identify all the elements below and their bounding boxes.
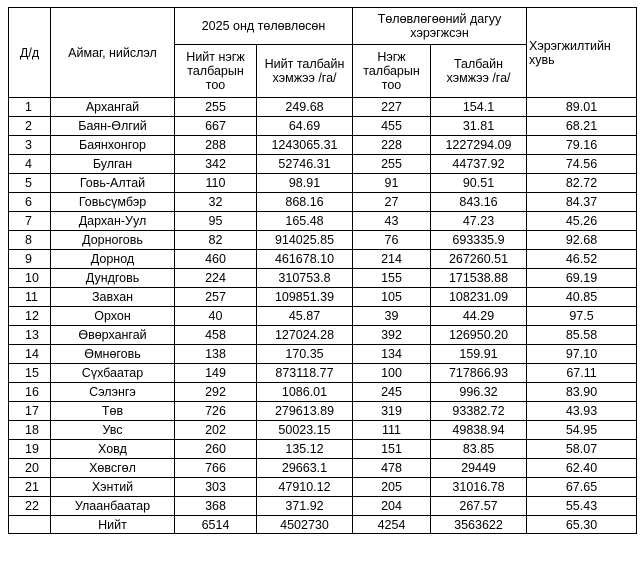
header-done-count: Нэгж талбарын тоо <box>353 45 431 98</box>
row-done-area: 47.23 <box>431 212 527 231</box>
row-done-area: 31.81 <box>431 117 527 136</box>
row-no: 3 <box>9 136 51 155</box>
row-aimag: Дундговь <box>51 269 175 288</box>
row-done-count: 76 <box>353 231 431 250</box>
row-done-count: 205 <box>353 478 431 497</box>
row-plan-count: 458 <box>175 326 257 345</box>
row-plan-count: 368 <box>175 497 257 516</box>
row-done-count: 155 <box>353 269 431 288</box>
header-plan-area: Нийт талбайн хэмжээ /га/ <box>257 45 353 98</box>
row-aimag: Булган <box>51 155 175 174</box>
row-done-count: 43 <box>353 212 431 231</box>
row-done-area: 843.16 <box>431 193 527 212</box>
row-percent: 62.40 <box>527 459 637 478</box>
total-done-count: 4254 <box>353 516 431 534</box>
row-done-count: 100 <box>353 364 431 383</box>
row-plan-area: 873118.77 <box>257 364 353 383</box>
row-done-area: 159.91 <box>431 345 527 364</box>
row-percent: 79.16 <box>527 136 637 155</box>
row-percent: 58.07 <box>527 440 637 459</box>
table-row <box>9 307 637 326</box>
row-aimag: Дорнод <box>51 250 175 269</box>
row-plan-count: 667 <box>175 117 257 136</box>
row-done-area: 996.32 <box>431 383 527 402</box>
row-aimag: Орхон <box>51 307 175 326</box>
row-plan-count: 32 <box>175 193 257 212</box>
data-table <box>8 7 637 534</box>
row-done-area: 44.29 <box>431 307 527 326</box>
row-done-count: 245 <box>353 383 431 402</box>
row-done-count: 455 <box>353 117 431 136</box>
row-percent: 45.26 <box>527 212 637 231</box>
table-row <box>9 174 637 193</box>
table-row <box>9 459 637 478</box>
row-percent: 83.90 <box>527 383 637 402</box>
total-row <box>9 516 637 534</box>
row-plan-area: 98.91 <box>257 174 353 193</box>
table-row <box>9 478 637 497</box>
row-percent: 97.5 <box>527 307 637 326</box>
table-row <box>9 402 637 421</box>
row-percent: 68.21 <box>527 117 637 136</box>
row-plan-area: 165.48 <box>257 212 353 231</box>
row-plan-area: 170.35 <box>257 345 353 364</box>
row-done-area: 126950.20 <box>431 326 527 345</box>
table-row <box>9 326 637 345</box>
row-percent: 85.58 <box>527 326 637 345</box>
row-percent: 74.56 <box>527 155 637 174</box>
row-plan-count: 726 <box>175 402 257 421</box>
row-no: 8 <box>9 231 51 250</box>
row-no: 7 <box>9 212 51 231</box>
table-row <box>9 193 637 212</box>
row-percent: 40.85 <box>527 288 637 307</box>
row-aimag: Дархан-Уул <box>51 212 175 231</box>
row-plan-count: 288 <box>175 136 257 155</box>
row-percent: 55.43 <box>527 497 637 516</box>
row-no: 16 <box>9 383 51 402</box>
table-row <box>9 250 637 269</box>
row-percent: 67.11 <box>527 364 637 383</box>
header-percent: Хэрэгжилтийн хувь <box>527 8 637 98</box>
table-row <box>9 497 637 516</box>
row-aimag: Архангай <box>51 98 175 117</box>
table-body <box>9 98 637 516</box>
row-done-count: 39 <box>353 307 431 326</box>
row-no: 5 <box>9 174 51 193</box>
row-no: 6 <box>9 193 51 212</box>
header-done-area: Талбайн хэмжээ /га/ <box>431 45 527 98</box>
row-plan-count: 303 <box>175 478 257 497</box>
row-aimag: Ховд <box>51 440 175 459</box>
row-aimag: Говь-Алтай <box>51 174 175 193</box>
row-aimag: Хэнтий <box>51 478 175 497</box>
row-aimag: Улаанбаатар <box>51 497 175 516</box>
row-percent: 97.10 <box>527 345 637 364</box>
row-plan-count: 110 <box>175 174 257 193</box>
row-aimag: Увс <box>51 421 175 440</box>
row-no: 18 <box>9 421 51 440</box>
row-no: 22 <box>9 497 51 516</box>
table-row <box>9 98 637 117</box>
row-done-count: 91 <box>353 174 431 193</box>
header-done-group: Төлөвлөгөөний дагуу хэрэгжсэн <box>353 8 527 45</box>
table-row <box>9 440 637 459</box>
row-plan-count: 149 <box>175 364 257 383</box>
row-plan-area: 127024.28 <box>257 326 353 345</box>
total-percent: 65.30 <box>527 516 637 534</box>
row-plan-area: 1086.01 <box>257 383 353 402</box>
row-aimag: Дорноговь <box>51 231 175 250</box>
row-done-count: 214 <box>353 250 431 269</box>
row-no: 14 <box>9 345 51 364</box>
row-done-count: 105 <box>353 288 431 307</box>
row-plan-area: 64.69 <box>257 117 353 136</box>
row-aimag: Баянхонгор <box>51 136 175 155</box>
row-aimag: Баян-Өлгий <box>51 117 175 136</box>
row-plan-area: 868.16 <box>257 193 353 212</box>
row-plan-count: 292 <box>175 383 257 402</box>
table-row <box>9 421 637 440</box>
row-done-area: 44737.92 <box>431 155 527 174</box>
row-plan-area: 1243065.31 <box>257 136 353 155</box>
row-no: 9 <box>9 250 51 269</box>
row-plan-count: 255 <box>175 98 257 117</box>
row-plan-area: 310753.8 <box>257 269 353 288</box>
row-percent: 67.65 <box>527 478 637 497</box>
row-aimag: Говьсүмбэр <box>51 193 175 212</box>
row-aimag: Хөвсгөл <box>51 459 175 478</box>
row-no: 13 <box>9 326 51 345</box>
row-done-count: 392 <box>353 326 431 345</box>
row-done-area: 90.51 <box>431 174 527 193</box>
row-percent: 84.37 <box>527 193 637 212</box>
row-done-area: 693335.9 <box>431 231 527 250</box>
row-done-area: 267.57 <box>431 497 527 516</box>
row-percent: 89.01 <box>527 98 637 117</box>
row-plan-count: 460 <box>175 250 257 269</box>
row-done-area: 1227294.09 <box>431 136 527 155</box>
row-aimag: Өвөрхангай <box>51 326 175 345</box>
header-planned-group: 2025 онд төлөвлөсөн <box>175 8 353 45</box>
row-plan-count: 40 <box>175 307 257 326</box>
total-label: Нийт <box>51 516 175 534</box>
row-done-area: 171538.88 <box>431 269 527 288</box>
row-no: 12 <box>9 307 51 326</box>
table-row <box>9 364 637 383</box>
row-plan-area: 109851.39 <box>257 288 353 307</box>
row-done-count: 255 <box>353 155 431 174</box>
row-done-area: 154.1 <box>431 98 527 117</box>
table-row <box>9 155 637 174</box>
row-no: 20 <box>9 459 51 478</box>
table-row <box>9 383 637 402</box>
row-plan-area: 914025.85 <box>257 231 353 250</box>
row-done-count: 111 <box>353 421 431 440</box>
row-no: 1 <box>9 98 51 117</box>
row-no: 10 <box>9 269 51 288</box>
row-plan-area: 461678.10 <box>257 250 353 269</box>
row-done-count: 227 <box>353 98 431 117</box>
row-plan-count: 766 <box>175 459 257 478</box>
row-plan-count: 82 <box>175 231 257 250</box>
table-row <box>9 136 637 155</box>
row-plan-area: 52746.31 <box>257 155 353 174</box>
row-done-count: 319 <box>353 402 431 421</box>
row-aimag: Төв <box>51 402 175 421</box>
row-no: 21 <box>9 478 51 497</box>
row-percent: 92.68 <box>527 231 637 250</box>
row-no: 4 <box>9 155 51 174</box>
table-row <box>9 212 637 231</box>
row-done-area: 108231.09 <box>431 288 527 307</box>
row-plan-count: 260 <box>175 440 257 459</box>
header-aimag: Аймаг, нийслэл <box>51 8 175 98</box>
row-done-area: 267260.51 <box>431 250 527 269</box>
header-plan-count: Нийт нэгж талбарын тоо <box>175 45 257 98</box>
row-done-area: 83.85 <box>431 440 527 459</box>
row-plan-count: 257 <box>175 288 257 307</box>
table-row <box>9 231 637 250</box>
total-done-area: 3563622 <box>431 516 527 534</box>
row-aimag: Сүхбаатар <box>51 364 175 383</box>
row-no: 11 <box>9 288 51 307</box>
total-no-cell <box>9 516 51 534</box>
row-done-count: 27 <box>353 193 431 212</box>
row-done-count: 151 <box>353 440 431 459</box>
row-percent: 46.52 <box>527 250 637 269</box>
row-plan-count: 202 <box>175 421 257 440</box>
row-done-count: 228 <box>353 136 431 155</box>
row-done-area: 49838.94 <box>431 421 527 440</box>
total-plan-area: 4502730 <box>257 516 353 534</box>
table-row <box>9 288 637 307</box>
row-plan-count: 95 <box>175 212 257 231</box>
header-no: Д/д <box>9 8 51 98</box>
row-no: 15 <box>9 364 51 383</box>
row-plan-area: 50023.15 <box>257 421 353 440</box>
row-plan-count: 342 <box>175 155 257 174</box>
row-plan-area: 279613.89 <box>257 402 353 421</box>
row-no: 19 <box>9 440 51 459</box>
row-percent: 82.72 <box>527 174 637 193</box>
row-no: 2 <box>9 117 51 136</box>
row-plan-count: 224 <box>175 269 257 288</box>
row-plan-count: 138 <box>175 345 257 364</box>
row-plan-area: 45.87 <box>257 307 353 326</box>
row-aimag: Өмнөговь <box>51 345 175 364</box>
row-plan-area: 371.92 <box>257 497 353 516</box>
row-percent: 43.93 <box>527 402 637 421</box>
row-percent: 69.19 <box>527 269 637 288</box>
row-done-area: 717866.93 <box>431 364 527 383</box>
row-done-count: 204 <box>353 497 431 516</box>
row-done-area: 93382.72 <box>431 402 527 421</box>
table-row <box>9 117 637 136</box>
row-done-area: 29449 <box>431 459 527 478</box>
row-aimag: Сэлэнгэ <box>51 383 175 402</box>
row-plan-area: 135.12 <box>257 440 353 459</box>
table-row <box>9 345 637 364</box>
row-done-count: 478 <box>353 459 431 478</box>
row-done-area: 31016.78 <box>431 478 527 497</box>
row-done-count: 134 <box>353 345 431 364</box>
row-percent: 54.95 <box>527 421 637 440</box>
row-plan-area: 249.68 <box>257 98 353 117</box>
row-plan-area: 47910.12 <box>257 478 353 497</box>
table-row <box>9 269 637 288</box>
total-plan-count: 6514 <box>175 516 257 534</box>
row-no: 17 <box>9 402 51 421</box>
row-plan-area: 29663.1 <box>257 459 353 478</box>
row-aimag: Завхан <box>51 288 175 307</box>
